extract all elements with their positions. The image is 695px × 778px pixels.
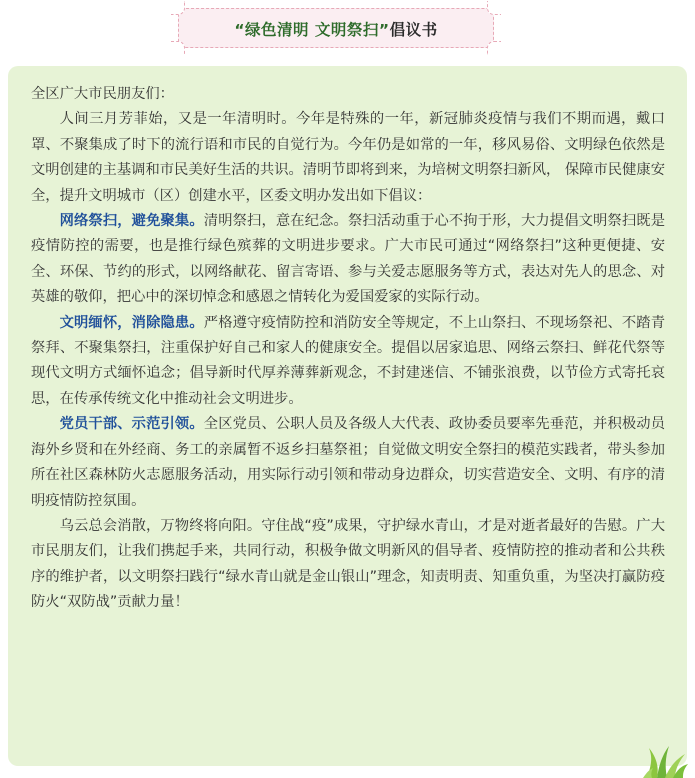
proposal-paragraph (31, 412, 665, 514)
proposal-panel (8, 66, 687, 766)
proposal-heading: 网络祭扫，避免聚集。 (59, 213, 204, 230)
proposal-body: 严格遵守疫情防控和消防安全等规定，不上山祭扫、不现场祭祀、不踏青祭拜、不聚集祭扫，注重保护好自己和家人的健康安全。提倡以居家追思、网络云祭扫、鲜花代祭等现代文明方式缅怀追念；倡导新时代厚养薄葬新观念，不封建迷信、不铺张浪费，以节俭方式寄托哀思，在传承传统文化中推动社会文明进步。 (31, 314, 666, 407)
banner-corner-decoration (487, 1, 501, 15)
banner-corner-decoration (171, 1, 185, 15)
page-title-main: “绿色清明 文明祭扫” (234, 21, 390, 39)
salutation: 全区广大市民朋友们： (31, 86, 174, 102)
banner-corner-decoration (487, 41, 501, 55)
title-banner (178, 8, 494, 48)
proposal-paragraph (31, 209, 665, 311)
banner-corner-decoration (171, 41, 185, 55)
proposal-heading: 党员干部、示范引领。 (59, 416, 204, 433)
proposal-paragraph (31, 311, 665, 413)
page-title-suffix: 倡议书 (389, 21, 438, 39)
page-title (179, 18, 493, 40)
closing-paragraph: 乌云总会消散，万物终将向阳。守住战“疫”成果，守护绿水青山，才是对逝者最好的告慰。广大市民朋友们，让我们携起手来，共同行动，积极争做文明新风的倡导者、疫情防控的推动者和公共秩序的维护者，以文明祭扫践行“绿水青山就是金山银山”理念，知责明责、知重负重，为坚决打赢防疫防火“双防战”贡献力量！ (31, 517, 665, 611)
intro-paragraph: 人间三月芳菲始，又是一年清明时。今年是特殊的一年，新冠肺炎疫情与我们不期而遇，戴口罩、不聚集成了时下的流行语和市民的自觉行为。今年仍是如常的一年，移风易俗、文明绿色依然是文明创建的主基调和市民美好生活的共识。清明节即将到来，为培树文明祭扫新风， 保障市民健康安全，提升文明城市（区）创建水平，区委文明办发出如下倡议： (31, 111, 665, 204)
grass-decoration-icon (643, 744, 689, 778)
proposal-body: 清明祭扫，意在纪念。祭扫活动重于心不拘于形，大力提倡文明祭扫既是疫情防控的需要，也是推行绿色殡葬的文明进步要求。广大市民可通过“网络祭扫”这种更便捷、安全、环保、节约的形式，以网络献花、留言寄语、参与关爱志愿服务等方式，表达对先人的思念、对英雄的敬仰，把心中的深切悼念和感恩之情转化为爱国爱家的实际行动。 (31, 213, 666, 306)
proposal-body: 全区党员、公职人员及各级人大代表、政协委员要率先垂范，并积极动员海外乡贤和在外经商、务工的亲属暂不返乡扫墓祭祖；自觉做文明安全祭扫的模范实践者，带头参加所在社区森林防火志愿服务活动，用实际行动引领和带动身边群众，切实营造安全、文明、有序的清明疫情防控氛围。 (31, 416, 666, 509)
proposal-heading: 文明缅怀，消除隐患。 (59, 314, 204, 331)
